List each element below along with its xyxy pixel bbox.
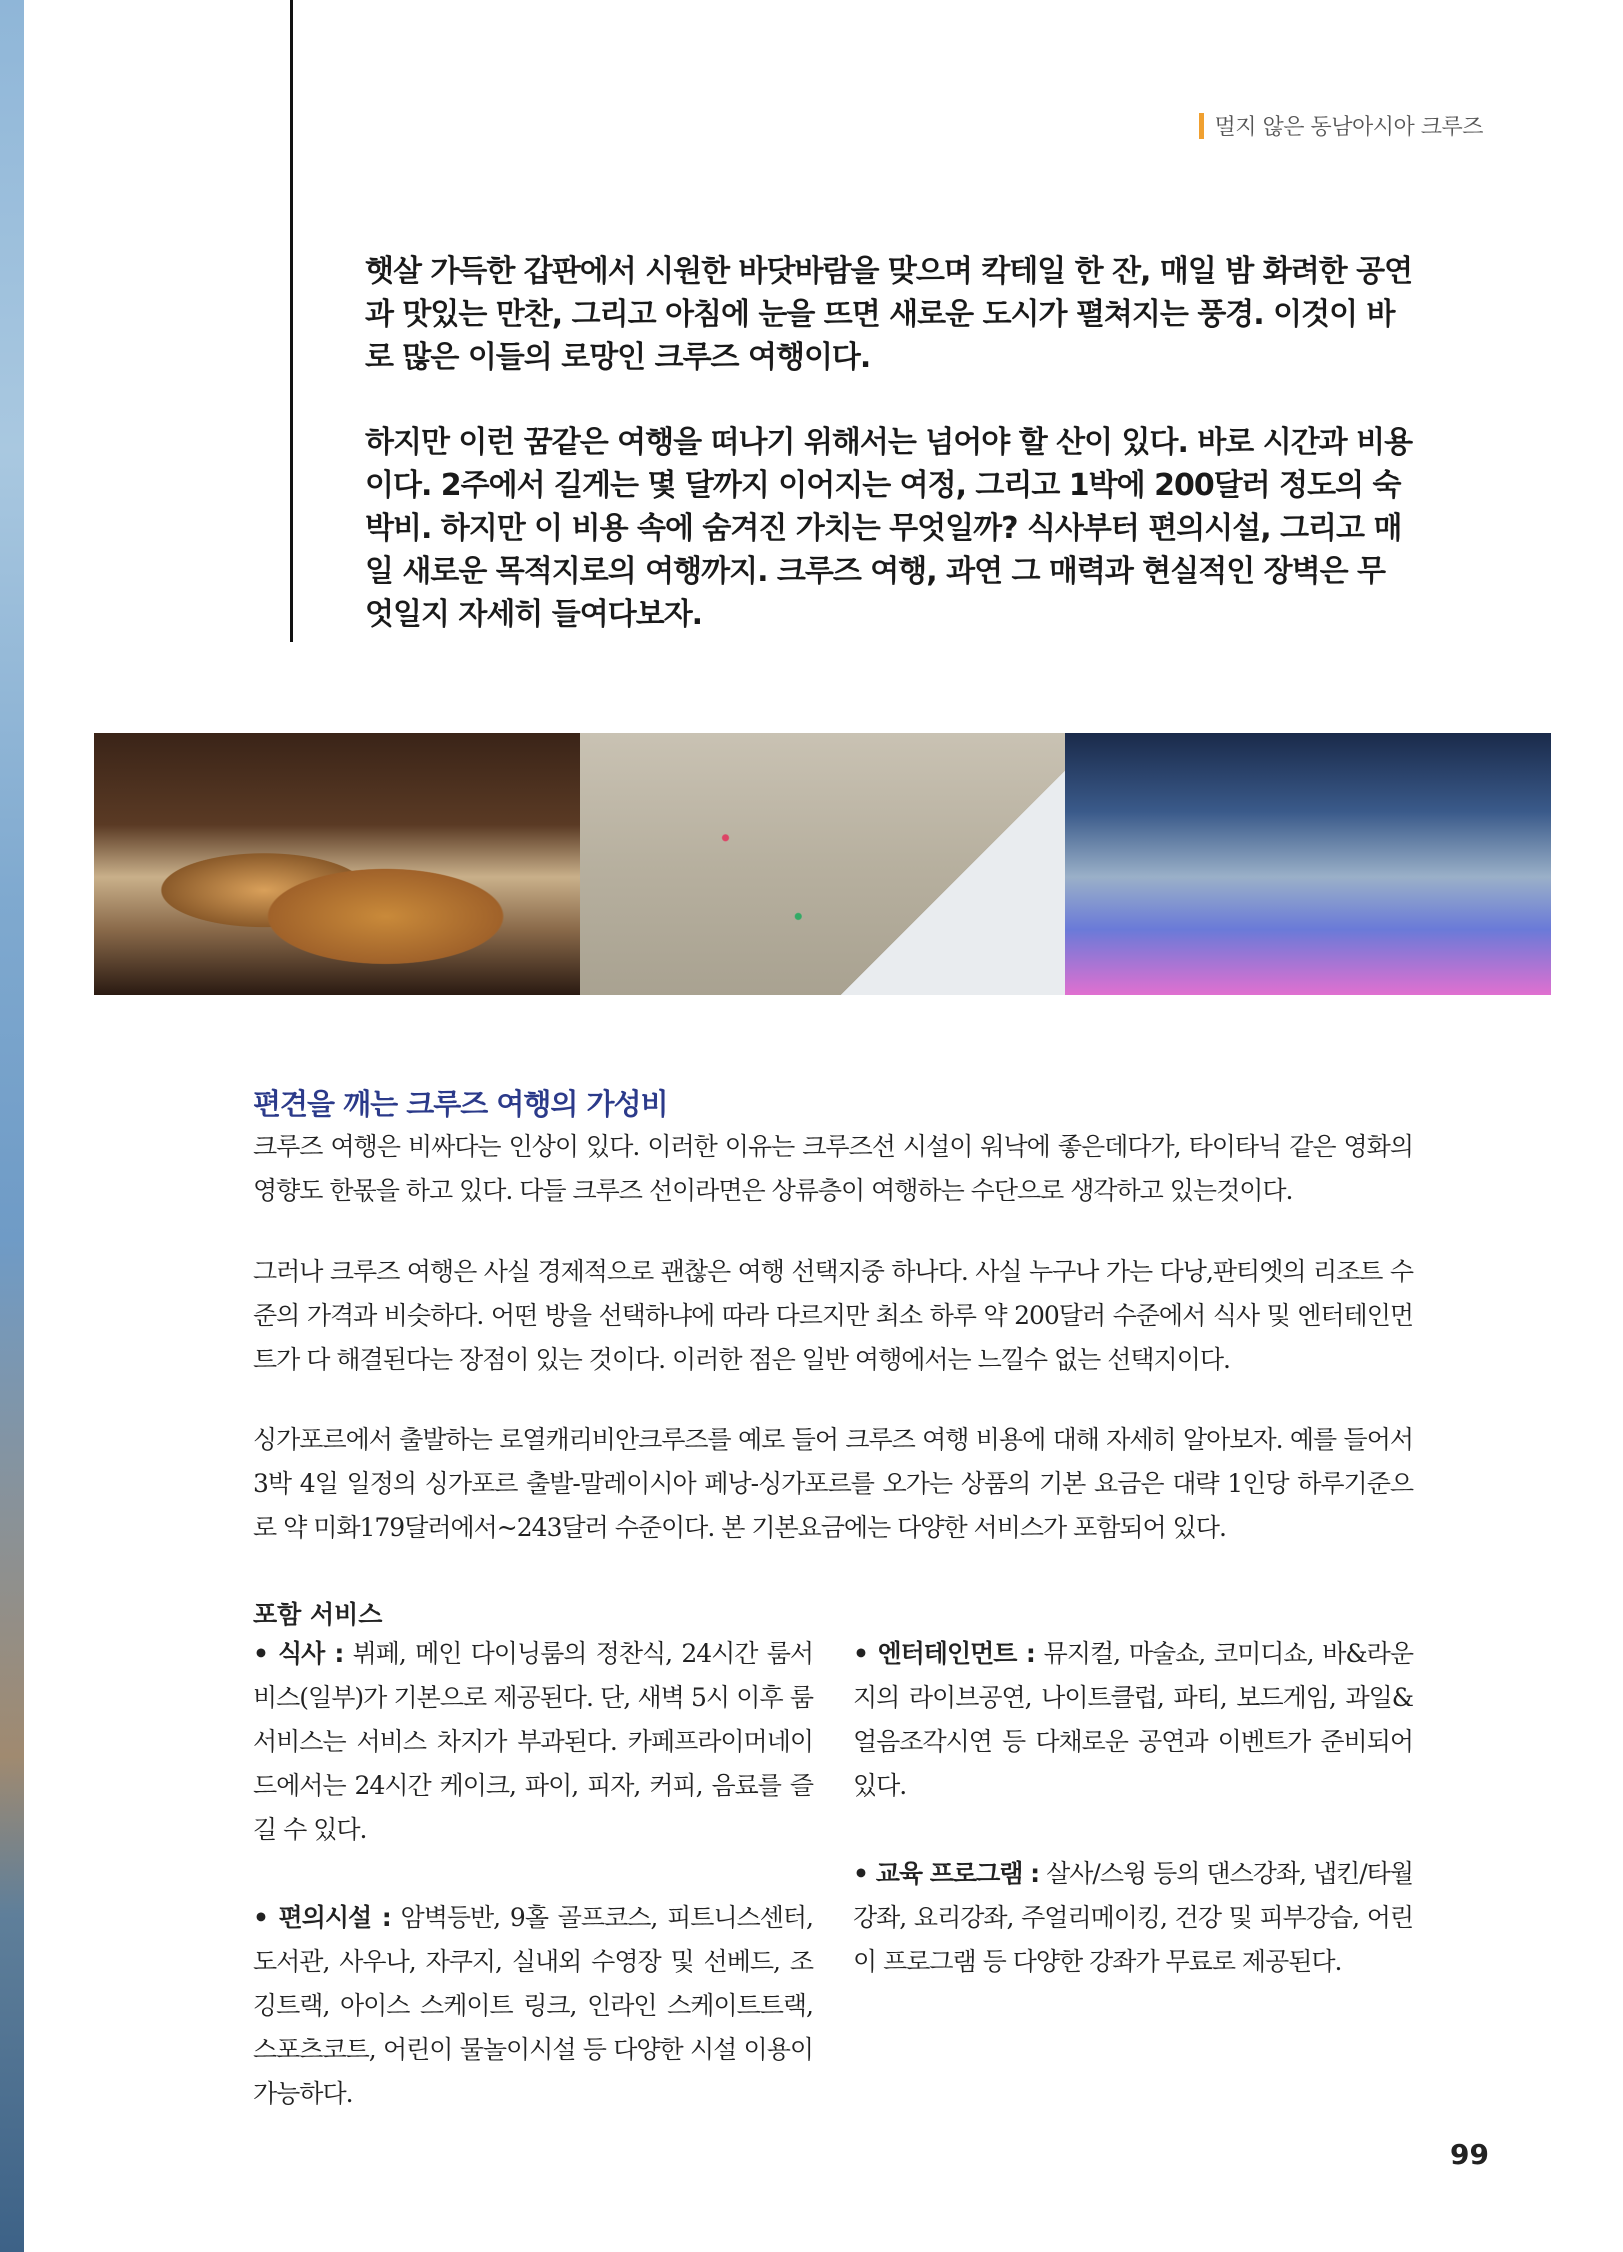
service-text: 암벽등반, 9홀 골프코스, 피트니스센터, 도서관, 사우나, 자쿠지, 실내외 수영장 및 선베드, 조깅트랙, 아이스 스케이트 링크, 인라인 스케이트트랙, 스포츠코트, 어린이 물놀이시설 등 다양한 시설 이용이 가능하다. [253, 1903, 813, 2108]
service-text: 뷔페, 메인 다이닝룸의 정찬식, 24시간 룸서비스(일부)가 기본으로 제공된다. 단, 새벽 5시 이후 룸서비스는 서비스 차지가 부과된다. 카페프라이머네이드에서는 24시간 케이크, 파이, 피자, 커피, 음료를 즐길 수 있다. [253, 1639, 814, 1844]
intro-paragraph: 하지만 이런 꿈같은 여행을 떠나기 위해서는 넘어야 할 산이 있다. 바로 시간과 비용이다. 2주에서 길게는 몇 달까지 이어지는 여정, 그리고 1박에 200달러 정도의 숙박비. 하지만 이 비용 속에 숨겨진 가치는 무엇일까? 식사부터 편의시설, 그리고 매일 새로운 목적지로의 여행까지. 크루즈 여행, 과연 그 매력과 현실적인 장벽은 무엇일지 자세히 들여다보자. [365, 425, 1413, 632]
page-number: 99 [1450, 2138, 1489, 2171]
intro-block [365, 250, 1413, 678]
header-section-label: 멀지 않은 동남아시아 크루즈 [1214, 115, 1483, 140]
header-accent-bar [1199, 113, 1204, 139]
service-item-meals [253, 1632, 813, 1852]
body-paragraph: 그러나 크루즈 여행은 사실 경제적으로 괜찮은 여행 선택지중 하나다. 사실 누구나 가는 다낭,판티엣의 리조트 수준의 가격과 비슷하다. 어떤 방을 선택하냐에 따라 다르지만 최소 하루 약 200달러 수준에서 식사 및 엔터테인먼트가 다 해결된다는 장점이 있는 것이다. 이러한 점은 일반 여행에서는 느낄수 없는 선택지이다. [253, 1257, 1413, 1374]
ice-rink-photo [1065, 733, 1551, 995]
side-photo-strip [0, 0, 24, 2252]
service-title: • 엔터테인먼트 : [853, 1639, 1035, 1668]
service-item-entertainment [853, 1632, 1413, 1808]
service-title: • 교육 프로그램 : [853, 1859, 1040, 1888]
body-paragraph: 싱가포르에서 출발하는 로열캐리비안크루즈를 예로 들어 크루즈 여행 비용에 대해 자세히 알아보자. 예를 들어서 3박 4일 일정의 싱가포르 출발-말레이시아 페낭-싱가포르를 오가는 상품의 기본 요금은 대략 1인당 하루기준으로 약 미화179달러에서~243달러 수준이다. 본 기본요금에는 다양한 서비스가 포함되어 있다. [253, 1425, 1413, 1542]
services-left-column [253, 1632, 813, 2160]
service-title: • 식사 : [253, 1639, 344, 1668]
services-heading: 포함 서비스 [253, 1600, 383, 1629]
climbing-wall-photo [580, 733, 1066, 995]
service-title: • 편의시설 : [253, 1903, 391, 1932]
running-header [1199, 110, 1483, 141]
body-paragraph: 크루즈 여행은 비싸다는 인상이 있다. 이러한 이유는 크루즈선 시설이 워낙에 좋은데다가, 타이타닉 같은 영화의 영향도 한몫을 하고 있다. 다들 크루즈 선이라면은 상류층이 여행하는 수단으로 생각하고 있는것이다. [253, 1132, 1413, 1205]
service-item-facilities [253, 1896, 813, 2116]
intro-divider-line [290, 0, 293, 642]
service-item-education [853, 1852, 1413, 1984]
service-text: 뮤지컬, 마술쇼, 코미디쇼, 바&라운지의 라이브공연, 나이트클럽, 파티, 보드게임, 과일&얼음조각시연 등 다채로운 공연과 이벤트가 준비되어 있다. [853, 1639, 1413, 1800]
section-title: 편견을 깨는 크루즈 여행의 가성비 [253, 1087, 668, 1121]
services-right-column [853, 1632, 1413, 2028]
photo-row [94, 733, 1551, 995]
intro-paragraph: 햇살 가득한 갑판에서 시원한 바닷바람을 맞으며 칵테일 한 잔, 매일 밤 화려한 공연과 맛있는 만찬, 그리고 아침에 눈을 뜨면 새로운 도시가 펼쳐지는 풍경. 이것이 바로 많은 이들의 로망인 크루즈 여행이다. [365, 254, 1413, 375]
buffet-photo [94, 733, 580, 995]
service-text: 살사/스윙 등의 댄스강좌, 냅킨/타월 강좌, 요리강좌, 주얼리메이킹, 건강 및 피부강습, 어린이 프로그램 등 다양한 강좌가 무료로 제공된다. [853, 1859, 1413, 1976]
